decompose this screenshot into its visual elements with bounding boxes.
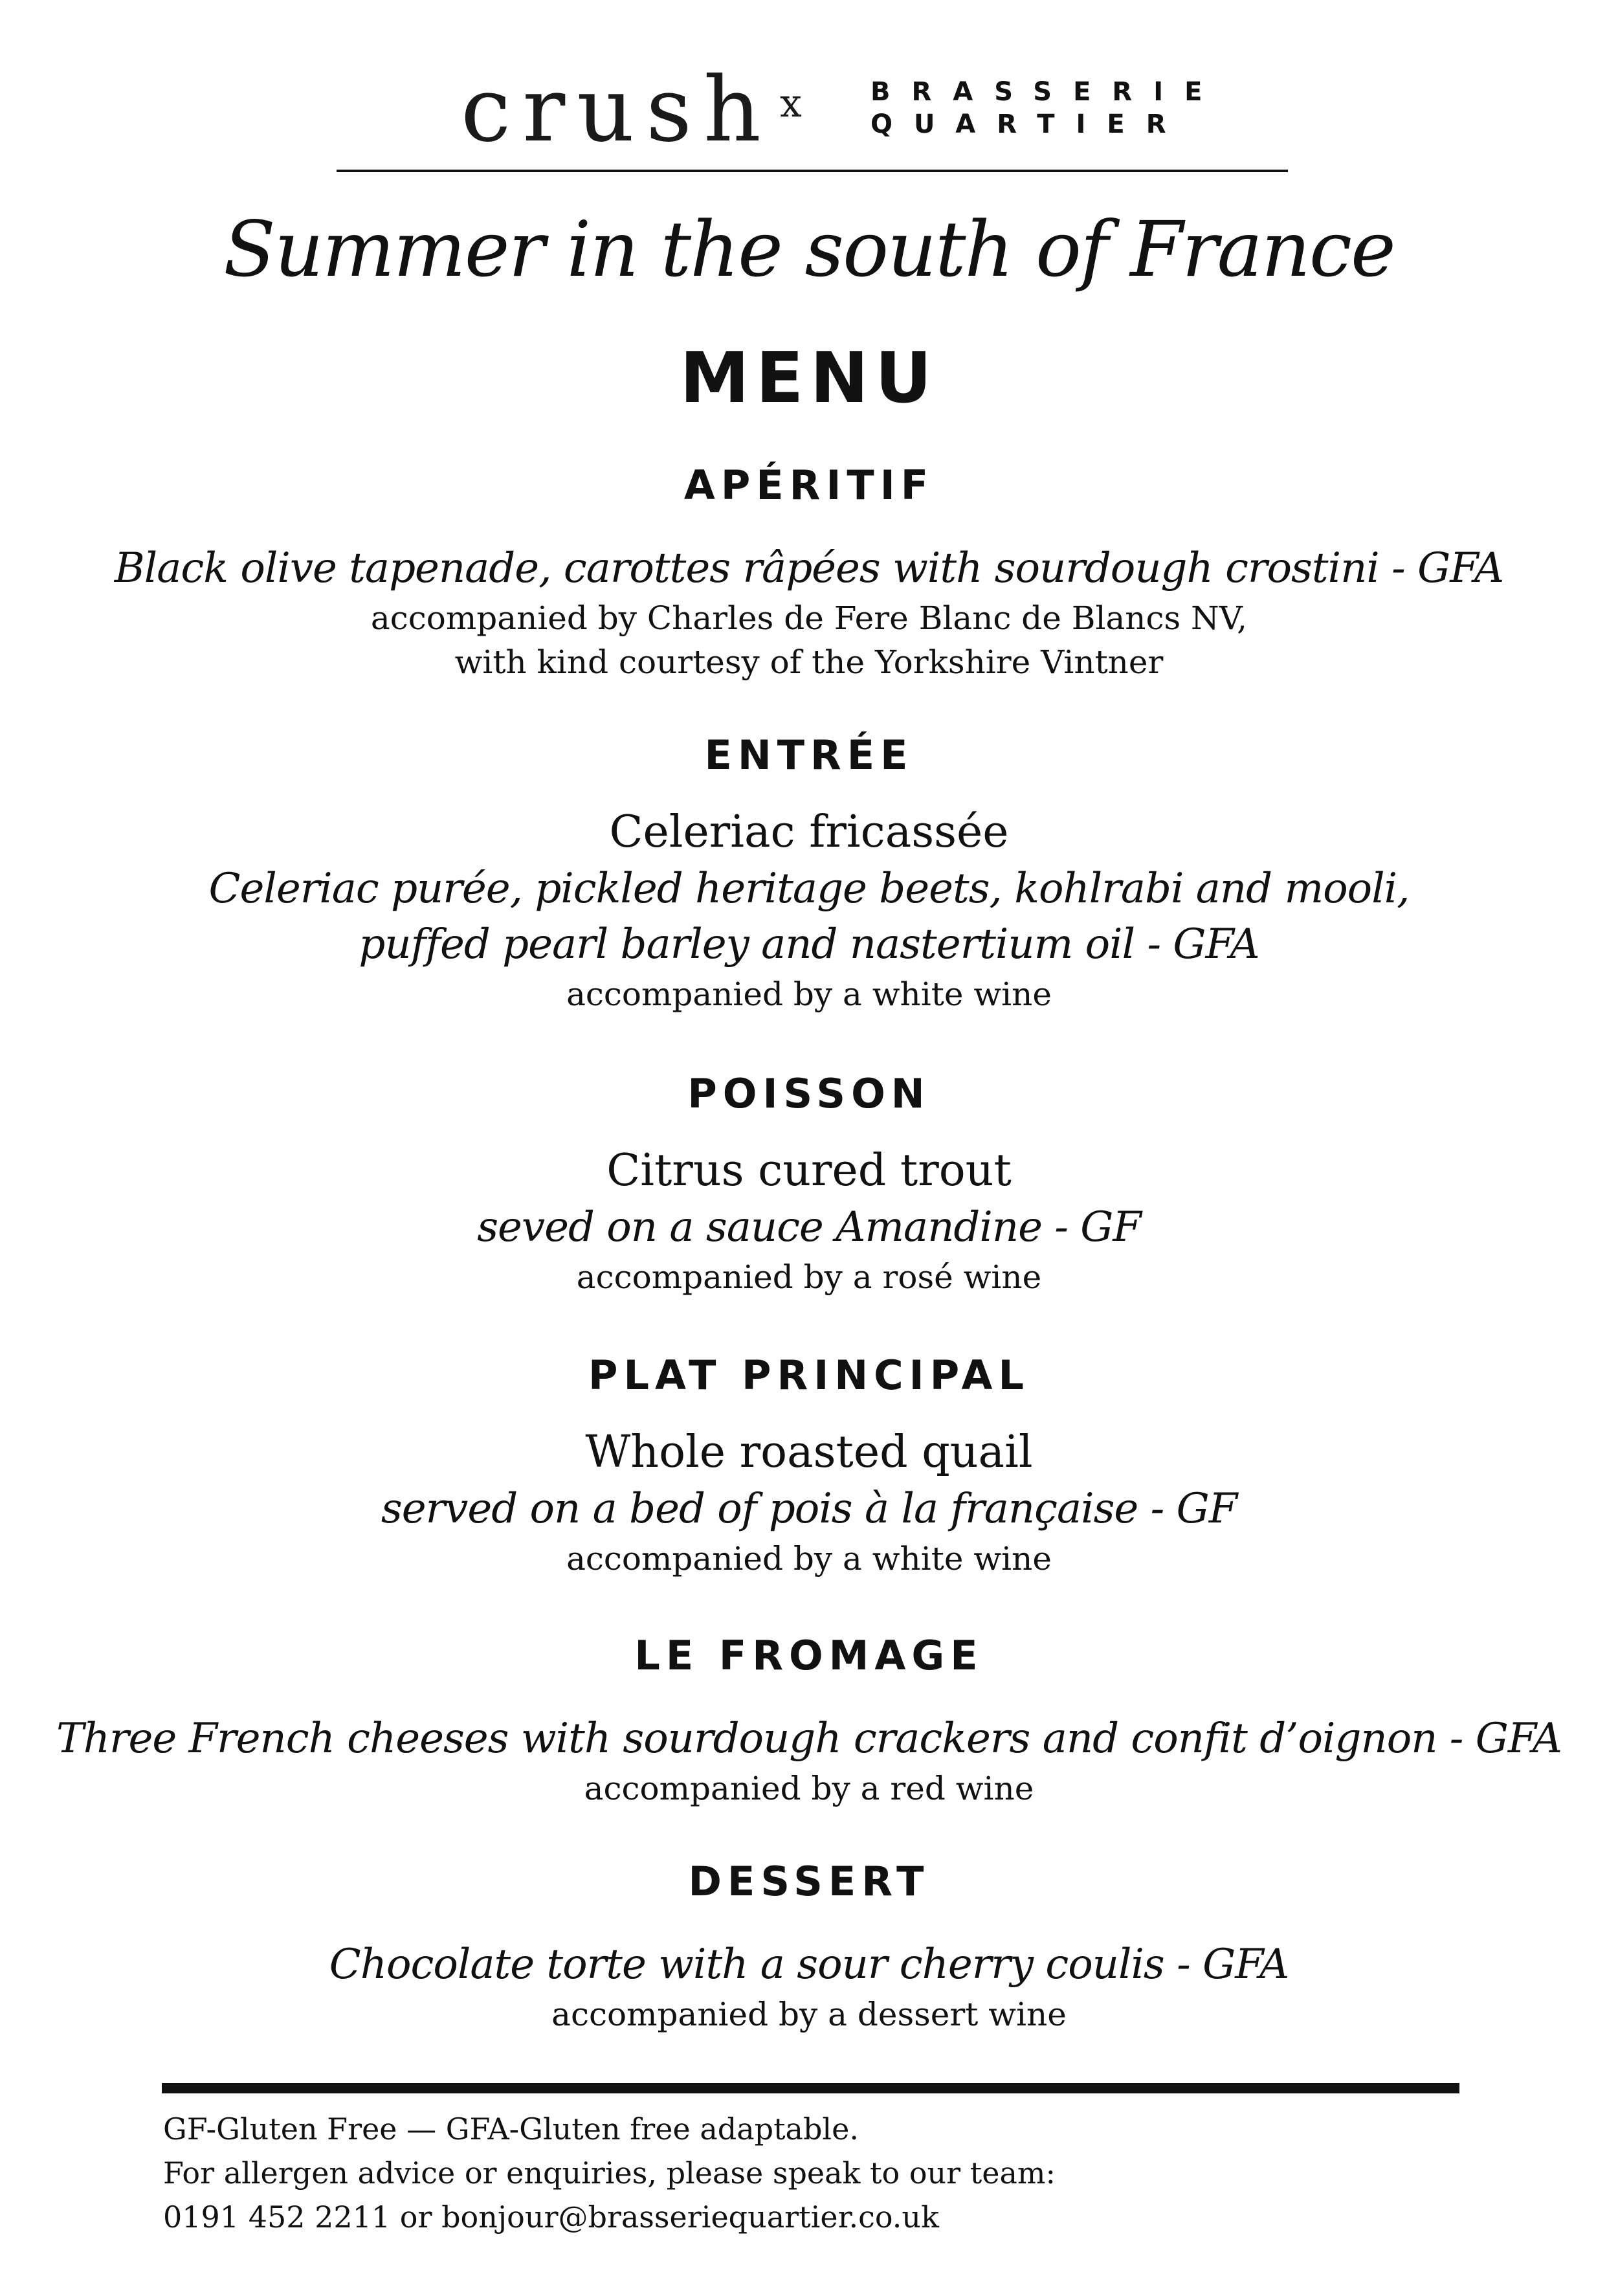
wine-pairing: accompanied by a rosé wine — [576, 1258, 1042, 1296]
footer-divider — [162, 2083, 1459, 2093]
dish-name: Citrus cured trout — [606, 1145, 1012, 1196]
section-plat-principal — [0, 1346, 1618, 1581]
dish-description: puffed pearl barley and nastertium oil - GFA — [359, 920, 1259, 968]
wine-pairing: with kind courtesy of the Yorkshire Vintner — [454, 643, 1164, 681]
contact-details: 0191 452 2211 or bonjour@brasseriequartier.co.uk — [163, 2200, 939, 2235]
dish-description: Celeriac purée, pickled heritage beets, kohlrabi and mooli, — [208, 865, 1410, 913]
section-entree — [0, 726, 1618, 1016]
section-heading: APÉRITIF — [683, 462, 935, 509]
dish-name: Whole roasted quail — [585, 1427, 1033, 1478]
section-heading: LE FROMAGE — [634, 1632, 984, 1679]
section-heading: POISSON — [687, 1070, 931, 1117]
header-divider — [337, 170, 1288, 172]
dish-description: served on a bed of pois à la française - GF — [381, 1485, 1237, 1533]
allergen-legend: GF-Gluten Free — GFA-Gluten free adaptable. — [163, 2112, 859, 2146]
brasserie-quartier-logo — [870, 76, 1223, 140]
allergen-advice: For allergen advice or enquiries, please speak to our team: — [163, 2156, 1056, 2190]
section-le-fromage — [0, 1627, 1618, 1811]
menu-subtitle: Summer in the south of France — [223, 205, 1395, 294]
wine-pairing: accompanied by a white wine — [566, 975, 1052, 1013]
dish-name: Celeriac fricassée — [609, 807, 1009, 858]
wine-pairing: accompanied by a dessert wine — [551, 1996, 1067, 2033]
wine-pairing: accompanied by Charles de Fere Blanc de Blancs NV, — [370, 599, 1248, 637]
section-heading: DESSERT — [688, 1858, 930, 1905]
section-poisson — [0, 1065, 1618, 1299]
section-heading: PLAT PRINCIPAL — [588, 1352, 1030, 1399]
section-aperitif — [0, 456, 1618, 684]
collab-x: x — [780, 81, 802, 126]
menu-title: MENU — [680, 338, 938, 419]
wine-pairing: accompanied by a white wine — [566, 1540, 1052, 1577]
section-dessert — [0, 1853, 1618, 2036]
footer-notes — [163, 2107, 1056, 2239]
dish-description: Chocolate torte with a sour cherry coulis - GFA — [329, 1941, 1289, 1989]
wine-pairing: accompanied by a red wine — [584, 1770, 1034, 1807]
brand-header — [0, 58, 1618, 162]
partner-line-1: BRASSERIE — [870, 77, 1224, 107]
dish-description: seved on a sauce Amandine - GF — [477, 1203, 1141, 1251]
dish-description: Black olive tapenade, carottes râpées with sourdough crostini - GFA — [114, 544, 1504, 592]
crush-logo: crush — [461, 58, 773, 162]
partner-line-2: QUARTIER — [870, 109, 1188, 139]
dish-description: Three French cheeses with sourdough crackers and confit d’oignon - GFA — [56, 1715, 1562, 1763]
section-heading: ENTRÉE — [704, 731, 914, 779]
